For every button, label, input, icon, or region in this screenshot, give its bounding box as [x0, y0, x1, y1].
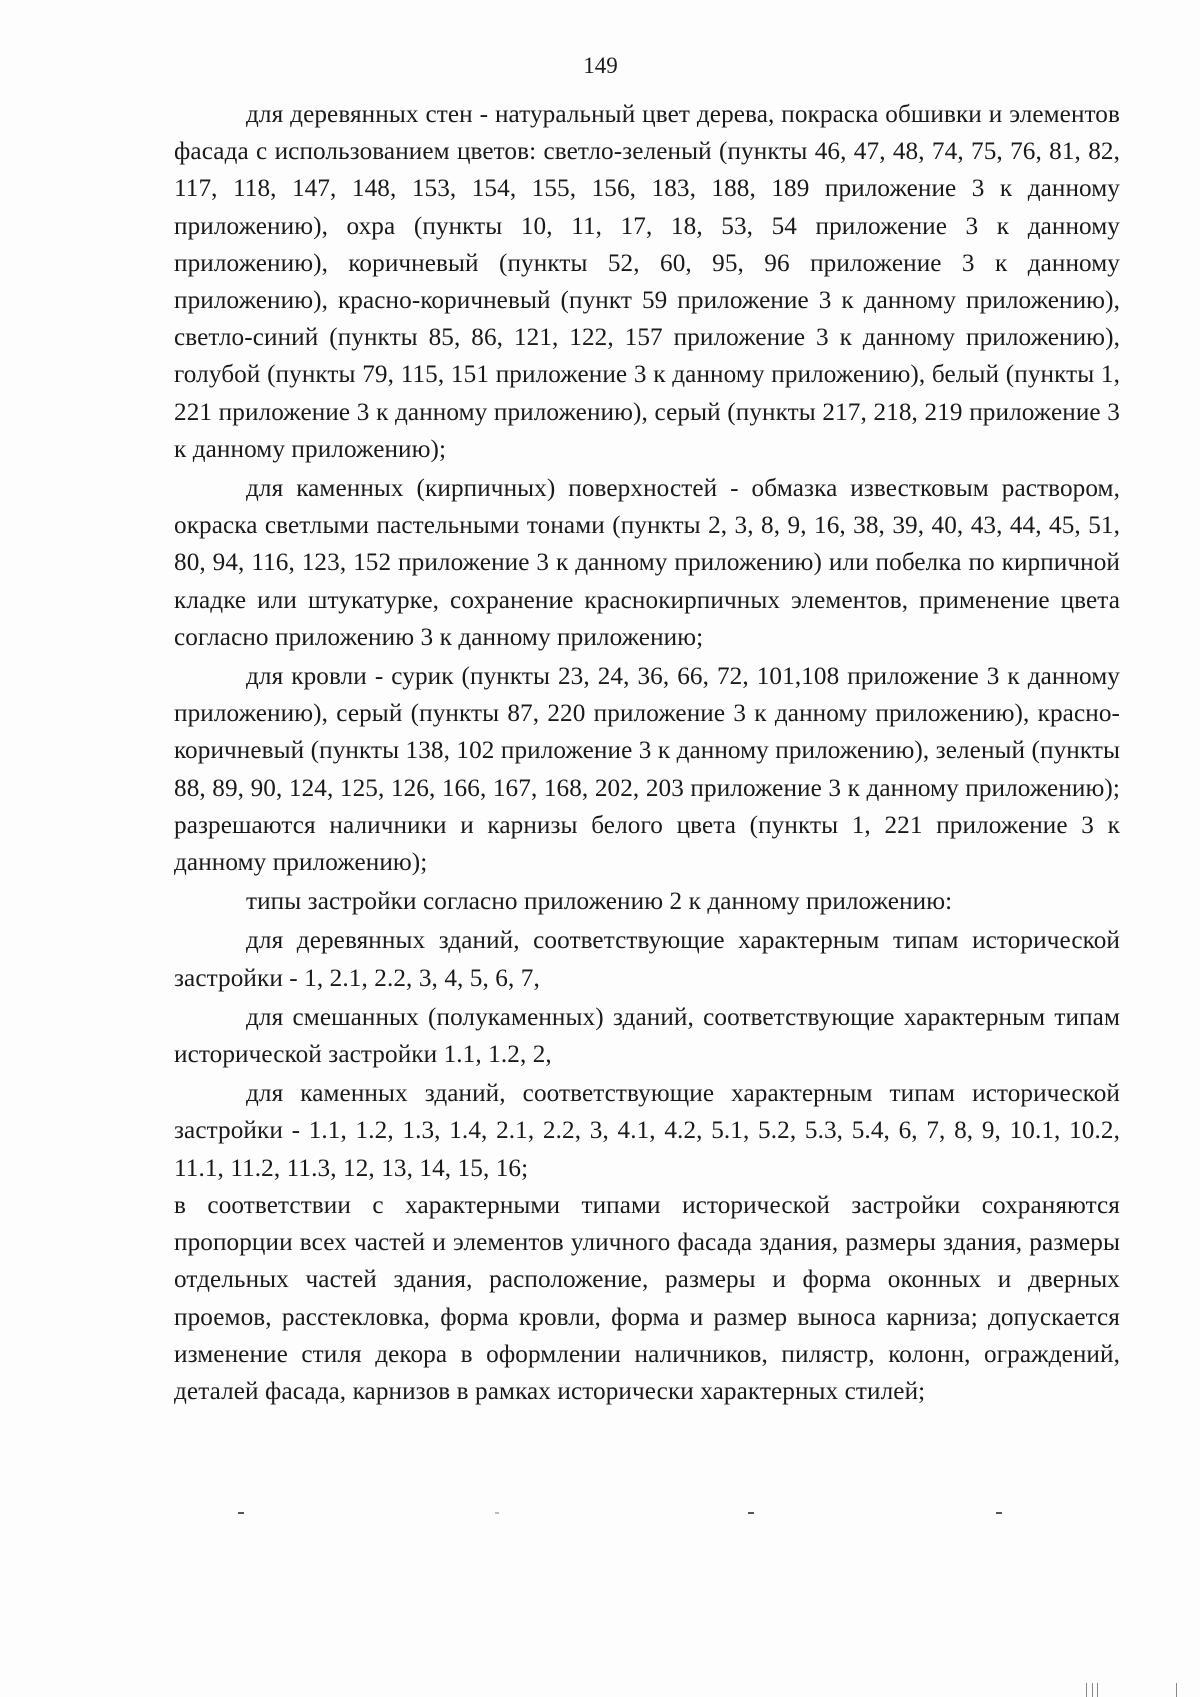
paragraph-stone-buildings: для каменных зданий, соответствующие характерным типам исторической застройки - 1.1, 1.2, 1.3, 1.4, 2.1, 2.2, 3, 4.1, 4.2, 5.1, 5.2, 5.3, 5.4, 6, 7, 8, 9, 10.1, 10.2, 11.1, 11.2, 11.3, 12, 13, 14, 15, 16;	[174, 1080, 1120, 1182]
scan-dash	[238, 1512, 244, 1514]
paragraph-stone-surfaces: для каменных (кирпичных) поверхностей - обмазка известковым раствором, окраска светлыми пастельными тонами (пункты 2, 3, 8, 9, 16, 38, 39, 40, 43, 44, 45, 51, 80, 94, 116, 123, 152 приложение 3 к данному приложению) или побелка по кирпичной кладке или штукатурке, сохранение краснокирпичных элементов, применение цвета согласно приложению 3 к данному приложению;	[174, 475, 1120, 651]
scan-dash	[748, 1512, 754, 1514]
paragraph-proportions: в соответствии с характерными типами исторической застройки сохраняются пропорции всех частей и элементов уличного фасада здания, размеры здания, размеры отдельных частей здания, расположение, размеры и форма оконных и дверных проемов, расстекловка, форма кровли, форма и размер выноса карниза; допускается изменение стиля декора в оформлении наличников, пилястр, колонн, ограждений, деталей фасада, карнизов в рамках исторически характерных стилей;	[174, 1191, 1120, 1405]
page-number: 149	[583, 53, 618, 78]
paragraph-wood-walls: для деревянных стен - натуральный цвет дерева, покраска обшивки и элементов фасада с использованием цветов: светло-зеленый (пункты 46, 47, 48, 74, 75, 76, 81, 82, 117, 118, 147, 148, 153, 154, 155, 156, 183, 188, 189 приложение 3 к данному приложению), охра (пункты 10, 11, 17, 18, 53, 54 приложение 3 к данному приложению), коричневый (пункты 52, 60, 95, 96 приложение 3 к данному приложению), красно-коричневый (пункт 59 приложение 3 к данному приложению), светло-синий (пункты 85, 86, 121, 122, 157 приложение 3 к данному приложению), голубой (пункты 79, 115, 151 приложение 3 к данному приложению), белый (пункты 1, 221 приложение 3 к данному приложению), серый (пункты 217, 218, 219 приложение 3 к данному приложению);	[174, 101, 1120, 463]
document-body	[174, 96, 1120, 1410]
scan-artifact-mark	[1086, 1683, 1087, 1697]
paragraph-building-types: типы застройки согласно приложению 2 к данному приложению:	[246, 888, 953, 916]
scan-artifact-dashes	[0, 1512, 1200, 1532]
scan-artifact-mark	[1097, 1683, 1098, 1697]
scan-artifact-mark	[1176, 1683, 1177, 1697]
scan-dash	[495, 1512, 499, 1514]
paragraph-wooden-buildings: для деревянных зданий, соответствующие характерным типам исторической застройки - 1, 2.1, 2.2, 3, 4, 5, 6, 7,	[174, 927, 1120, 992]
paragraph-mixed-buildings: для смешанных (полукаменных) зданий, соответствующие характерным типам исторической застройки 1.1, 1.2, 2,	[174, 1003, 1120, 1069]
paragraph-roof: для кровли - сурик (пункты 23, 24, 36, 66, 72, 101,108 приложение 3 к данному приложению), серый (пункты 87, 220 приложение 3 к данному приложению), красно-коричневый (пункты 138, 102 приложение 3 к данному приложению), зеленый (пункты 88, 89, 90, 124, 125, 126, 166, 167, 168, 202, 203 приложение 3 к данному приложению); разрешаются наличники и карнизы белого цвета (пункты 1, 221 приложение 3 к данному приложению);	[174, 663, 1120, 877]
scan-dash	[996, 1512, 1002, 1514]
scan-artifact-mark	[1092, 1683, 1093, 1697]
